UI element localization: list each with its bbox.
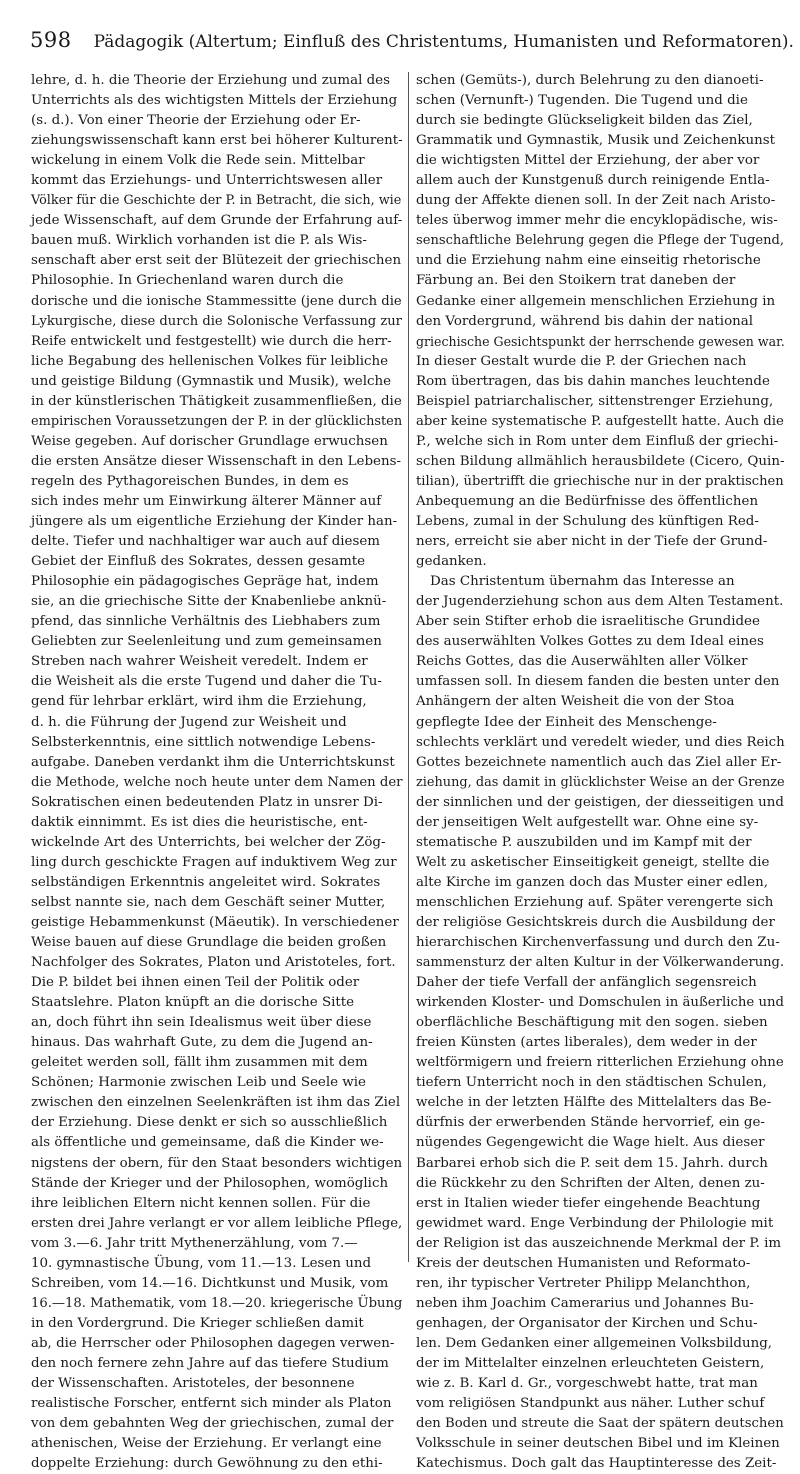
text-line: Reichs Gottes, das die Auserwählten aller Völker	[416, 654, 748, 670]
text-line: pfend, das sinnliche Verhältnis des Liebhabers zum	[31, 614, 381, 630]
text-line: In dieser Gestalt wurde die P. der Griechen nach	[416, 353, 747, 369]
text-line: allem auch der Kunstgenuß durch reinigende Entla-	[416, 173, 770, 189]
text-line: Barbarei erhob sich die P. seit dem 15. Jahrh. durch	[416, 1155, 768, 1171]
text-line: bauen muß. Wirklich vorhanden ist die P. als Wis-	[31, 233, 367, 249]
text-line: Lebens, zumal in der Schulung des künftigen Red-	[416, 514, 759, 530]
text-line: und geistige Bildung (Gymnastik und Musik), welche	[31, 373, 392, 389]
text-line: senschaftliche Belehrung gegen die Pflege der Tugend,	[416, 233, 785, 249]
text-line: ren, ihr typischer Vertreter Philipp Melanchthon,	[416, 1275, 751, 1291]
text-line: der Jugenderziehung schon aus dem Alten Testament.	[416, 594, 784, 610]
text-line: der Wissenschaften. Aristoteles, der besonnene	[31, 1376, 355, 1392]
text-line: ling durch geschickte Fragen auf induktivem Weg zur	[31, 854, 397, 870]
text-line: Beispiel patriarchalischer, sittenstrenger Erziehung,	[416, 393, 774, 409]
text-line: gedanken.	[416, 554, 487, 570]
text-line: Philosophie ein pädagogisches Gepräge hat, indem	[31, 574, 379, 590]
text-line: athenischen, Weise der Erziehung. Er verlangt eine	[31, 1436, 382, 1452]
text-line: dürfnis der erwerbenden Stände hervorrief, ein ge-	[416, 1115, 765, 1131]
text-line: Gebiet der Einfluß des Sokrates, dessen gesamte	[31, 554, 366, 570]
text-line: Schreiben, vom 14.—16. Dichtkunst und Musik, vom	[31, 1275, 389, 1291]
text-line: den Boden und streute die Saat der spätern deutschen	[416, 1416, 784, 1432]
running-title: Pädagogik (Altertum; Einfluß des Christentums, Humanisten und Reformatoren).	[93, 32, 794, 52]
right-column	[416, 71, 785, 1472]
text-line: hierarchischen Kirchenverfassung und durch den Zu-	[416, 935, 780, 951]
text-line: Geliebten zur Seelenleitung und zum gemeinsamen	[31, 634, 382, 650]
page-header	[30, 28, 794, 60]
text-line: dorische und die ionische Stammessitte (jene durch die	[31, 293, 402, 309]
text-line: sie, an die griechische Sitte der Knabenliebe anknü-	[31, 594, 387, 610]
text-line: alte Kirche im ganzen doch das Muster einer edlen,	[416, 874, 768, 890]
text-line: Völker für die Geschichte der P. in Betracht, die sich, wie	[31, 193, 402, 209]
text-line: der Religion ist das auszeichnende Merkmal der P. im	[416, 1235, 782, 1251]
left-column	[31, 71, 403, 1472]
text-line: dung der Affekte dienen soll. In der Zeit nach Aristo-	[416, 193, 776, 209]
text-line: ziehung, das damit in glücklichster Weise an der Grenze	[416, 774, 785, 790]
text-line: zwischen den einzelnen Seelenkräften ist ihm das Ziel	[31, 1095, 401, 1111]
text-line: in der künstlerischen Thätigkeit zusammenfließen, die	[31, 393, 402, 409]
text-line: Gedanke einer allgemein menschlichen Erziehung in	[416, 293, 776, 309]
text-line: als öffentliche und gemeinsame, daß die Kinder we-	[31, 1135, 384, 1151]
text-line: jüngere als um eigentliche Erziehung der Kinder han-	[31, 514, 398, 530]
text-line: den Vordergrund, während bis dahin der national	[416, 313, 754, 329]
text-line: der im Mittelalter einzelnen erleuchteten Geistern,	[416, 1356, 765, 1371]
column-divider	[408, 72, 409, 1262]
text-line: Anbequemung an die Bedürfnisse des öffentlichen	[416, 493, 759, 509]
text-line: Kreis der deutschen Humanisten und Reformato-	[416, 1255, 751, 1271]
text-line: die Rückkehr zu den Schriften der Alten, denen zu-	[416, 1175, 765, 1191]
text-line: weltförmigern und freiern ritterlichen Erziehung ohne	[416, 1055, 784, 1071]
text-line: geleitet werden soll, fällt ihm zusammen mit dem	[31, 1055, 368, 1071]
text-line: der Erziehung. Diese denkt er sich so ausschließlich	[31, 1115, 388, 1131]
text-line: durch sie bedingte Glückseligkeit bilden das Ziel,	[416, 113, 753, 129]
text-line: d. h. die Führung der Jugend zur Weisheit und	[31, 714, 347, 730]
text-line: Welt zu asketischer Einseitigkeit geneigt, stellte die	[416, 854, 770, 870]
text-line: Streben nach wahrer Weisheit veredelt. Indem er	[31, 654, 368, 670]
text-line: Volksschule in seiner deutschen Bibel und im Kleinen	[416, 1436, 780, 1452]
text-line: Aber sein Stifter erhob die israelitische Grundidee	[416, 614, 760, 630]
text-line: umfassen soll. In diesem fanden die besten unter den	[416, 674, 780, 690]
text-line: gewidmet ward. Enge Verbindung der Philologie mit	[416, 1215, 774, 1231]
text-line: sammensturz der alten Kultur in der Völkerwanderung.	[416, 955, 785, 971]
text-line: liche Begabung des hellenischen Volkes für leibliche	[31, 353, 389, 369]
text-line: delte. Tiefer und nachhaltiger war auch auf diesem	[31, 534, 380, 550]
text-line: des auserwählten Volkes Gottes zu dem Ideal eines	[416, 634, 764, 650]
text-line: und die Erziehung nahm eine einseitig rhetorische	[416, 253, 761, 269]
text-line: schlechts verklärt und veredelt wieder, und dies Reich	[416, 734, 785, 750]
text-line: der sinnlichen und der geistigen, der diesseitigen und	[416, 794, 784, 810]
text-line: daktik einnimmt. Es ist dies die heuristische, ent-	[31, 814, 368, 830]
text-line: tilian), übertrifft die griechische nur in der praktischen	[416, 473, 784, 489]
text-line: gepflegte Idee der Einheit des Menschenge-	[416, 714, 717, 730]
text-line: aufgabe. Daneben verdankt ihm die Unterrichtskunst	[31, 754, 395, 770]
text-line: doppelte Erziehung: durch Gewöhnung zu den ethi-	[31, 1456, 383, 1472]
text-line: Daher der tiefe Verfall der anfänglich segensreich	[416, 975, 757, 991]
text-line: wickelnde Art des Unterrichts, bei welcher der Zög-	[31, 834, 386, 850]
text-line: genhagen, der Organisator der Kirchen und Schu-	[416, 1315, 758, 1331]
text-line: vom religiösen Standpunkt aus näher. Luther schuf	[416, 1396, 765, 1412]
text-line: Schönen; Harmonie zwischen Leib und Seele wie	[31, 1075, 366, 1091]
text-line: welche in der letzten Hälfte des Mittelalters das Be-	[416, 1095, 772, 1111]
text-line: hinaus. Das wahrhaft Gute, zu dem die Jugend an-	[31, 1035, 373, 1051]
text-line: geistige Hebammenkunst (Mäeutik). In verschiedener	[31, 914, 399, 930]
text-line: empirischen Voraussetzungen der P. in der glücklichsten	[31, 413, 403, 429]
text-line: Staatslehre. Platon knüpft an die dorische Sitte	[31, 995, 355, 1011]
text-line: menschlichen Erziehung auf. Später verengerte sich	[416, 894, 774, 910]
text-line: Die P. bildet bei ihnen einen Teil der Politik oder	[31, 975, 360, 991]
text-line: freien Künsten (artes liberales), dem weder in der	[416, 1035, 757, 1051]
text-line: ersten drei Jahre verlangt er vor allem leibliche Pflege,	[31, 1215, 403, 1231]
text-line: Katechismus. Doch galt das Hauptinteresse des Zeit-	[416, 1456, 777, 1472]
text-line: Unterrichts als des wichtigsten Mittels der Erziehung	[31, 93, 398, 109]
text-line: die Methode, welche noch heute unter dem Namen der	[31, 774, 403, 790]
text-line: lehre, d. h. die Theorie der Erziehung und zumal des	[31, 73, 390, 88]
text-line: wie z. B. Karl d. Gr., vorgeschwebt hatte, trat man	[416, 1376, 758, 1392]
text-line: von dem gebahnten Weg der griechischen, zumal der	[31, 1416, 394, 1432]
text-line: Reife entwickelt und festgestellt) wie durch die herr-	[31, 333, 392, 349]
text-line: wickelung in einem Volk die Rede sein. Mittelbar	[31, 153, 365, 169]
text-line: teles überwog immer mehr die encyklopädische, wis-	[416, 213, 778, 229]
text-line: griechische Gesichtspunkt der herrschende gewesen war.	[416, 333, 785, 349]
text-line: gend für lehrbar erklärt, wird ihm die Erziehung,	[31, 694, 367, 710]
page-number: 598	[30, 28, 72, 52]
text-line: der religiöse Gesichtskreis durch die Ausbildung der	[416, 914, 775, 930]
text-line: jede Wissenschaft, auf dem Grunde der Erfahrung auf-	[31, 213, 403, 229]
text-line: Das Christentum übernahm das Interesse an	[430, 574, 735, 590]
text-line: Lykurgische, diese durch die Solonische Verfassung zur	[31, 313, 402, 329]
text-line: aber keine systematische P. aufgestellt hatte. Auch die	[416, 413, 784, 429]
text-line: die ersten Ansätze dieser Wissenschaft in den Lebens-	[31, 453, 401, 469]
text-line: die Weisheit als die erste Tugend und daher die Tu-	[31, 674, 382, 690]
text-line: der jenseitigen Welt aufgestellt war. Ohne eine sy-	[416, 814, 759, 830]
text-line: ziehungswissenschaft kann erst bei höherer Kulturent-	[31, 133, 403, 149]
text-line: senschaft aber erst seit der Blütezeit der griechischen	[31, 253, 402, 269]
text-line: nigstens der obern, für den Staat besonders wichtigen	[31, 1155, 403, 1171]
text-line: regeln des Pythagoreischen Bundes, in dem es	[31, 473, 349, 489]
text-line: Sokratischen einen bedeutenden Platz in unsrer Di-	[31, 794, 383, 810]
text-line: Nachfolger des Sokrates, Platon und Aristoteles, fort.	[31, 955, 396, 971]
text-line: neben ihm Joachim Camerarius und Johannes Bu-	[416, 1295, 754, 1311]
text-line: Weise gegeben. Auf dorischer Grundlage erwuchsen	[31, 433, 388, 449]
text-line: Gottes bezeichnete namentlich auch das Ziel aller Er-	[416, 754, 782, 770]
text-line: erst in Italien wieder tiefer eingehende Beachtung	[416, 1195, 761, 1211]
text-line: ab, die Herrscher oder Philosophen dagegen verwen-	[31, 1335, 395, 1351]
text-line: ners, erreicht sie aber nicht in der Tiefe der Grund-	[416, 534, 768, 550]
text-line: len. Dem Gedanken einer allgemeinen Volksbildung,	[416, 1335, 773, 1351]
text-line: oberflächliche Beschäftigung mit den sogen. sieben	[416, 1015, 768, 1031]
text-line: an, doch führt ihn sein Idealismus weit über diese	[31, 1015, 372, 1031]
text-line: schen Bildung allmählich herausbildete (Cicero, Quin-	[416, 453, 785, 469]
text-line: P., welche sich in Rom unter dem Einfluß der griechi-	[416, 433, 779, 449]
text-line: schen (Gemüts-), durch Belehrung zu den dianoeti-	[416, 73, 764, 88]
text-line: schen (Vernunft-) Tugenden. Die Tugend und die	[416, 93, 748, 109]
text-line: 16.—18. Mathematik, vom 18.—20. kriegerische Übung	[31, 1295, 403, 1311]
text-line: in den Vordergrund. Die Krieger schließen damit	[31, 1315, 364, 1331]
text-line: Stände der Krieger und der Philosophen, womöglich	[31, 1175, 389, 1191]
text-line: Selbsterkenntnis, eine sittlich notwendige Lebens-	[31, 734, 376, 750]
text-line: stematische P. auszubilden und im Kampf mit der	[416, 834, 752, 850]
text-line: Philosophie. In Griechenland waren durch die	[31, 273, 344, 289]
text-line: Weise bauen auf diese Grundlage die beiden großen	[31, 935, 387, 951]
text-line: wirkenden Kloster- und Domschulen in äußerliche und	[416, 995, 784, 1011]
text-line: Grammatik und Gymnastik, Musik und Zeichenkunst	[416, 133, 776, 149]
text-line: Färbung an. Bei den Stoikern trat daneben der	[416, 273, 736, 289]
text-line: den noch fernere zehn Jahre auf das tiefere Studium	[31, 1356, 389, 1371]
text-line: selbst nannte sie, nach dem Geschäft seiner Mutter,	[31, 894, 386, 910]
text-line: Anhängern der alten Weisheit die von der Stoa	[416, 694, 735, 710]
text-line: (s. d.). Von einer Theorie der Erziehung oder Er-	[31, 113, 361, 129]
text-line: ihre leiblichen Eltern nicht kennen sollen. Für die	[31, 1195, 371, 1211]
text-line: 10. gymnastische Übung, vom 11.—13. Lesen und	[31, 1255, 372, 1271]
text-line: realistische Forscher, entfernt sich minder als Platon	[31, 1396, 392, 1412]
text-line: kommt das Erziehungs- und Unterrichtswesen aller	[31, 173, 383, 189]
text-line: tiefern Unterricht noch in den städtischen Schulen,	[416, 1075, 767, 1091]
text-line: nügendes Gegengewicht die Wage hielt. Aus dieser	[416, 1135, 765, 1151]
text-line: selbständigen Erkenntnis angeleitet wird. Sokrates	[31, 874, 381, 890]
text-line: sich indes mehr um Einwirkung älterer Männer auf	[31, 493, 382, 509]
text-line: die wichtigsten Mittel der Erziehung, der aber vor	[416, 153, 760, 169]
text-line: vom 3.—6. Jahr tritt Mythenerzählung, vom 7.—	[31, 1235, 358, 1251]
text-line: Rom übertragen, das bis dahin manches leuchtende	[416, 373, 770, 389]
